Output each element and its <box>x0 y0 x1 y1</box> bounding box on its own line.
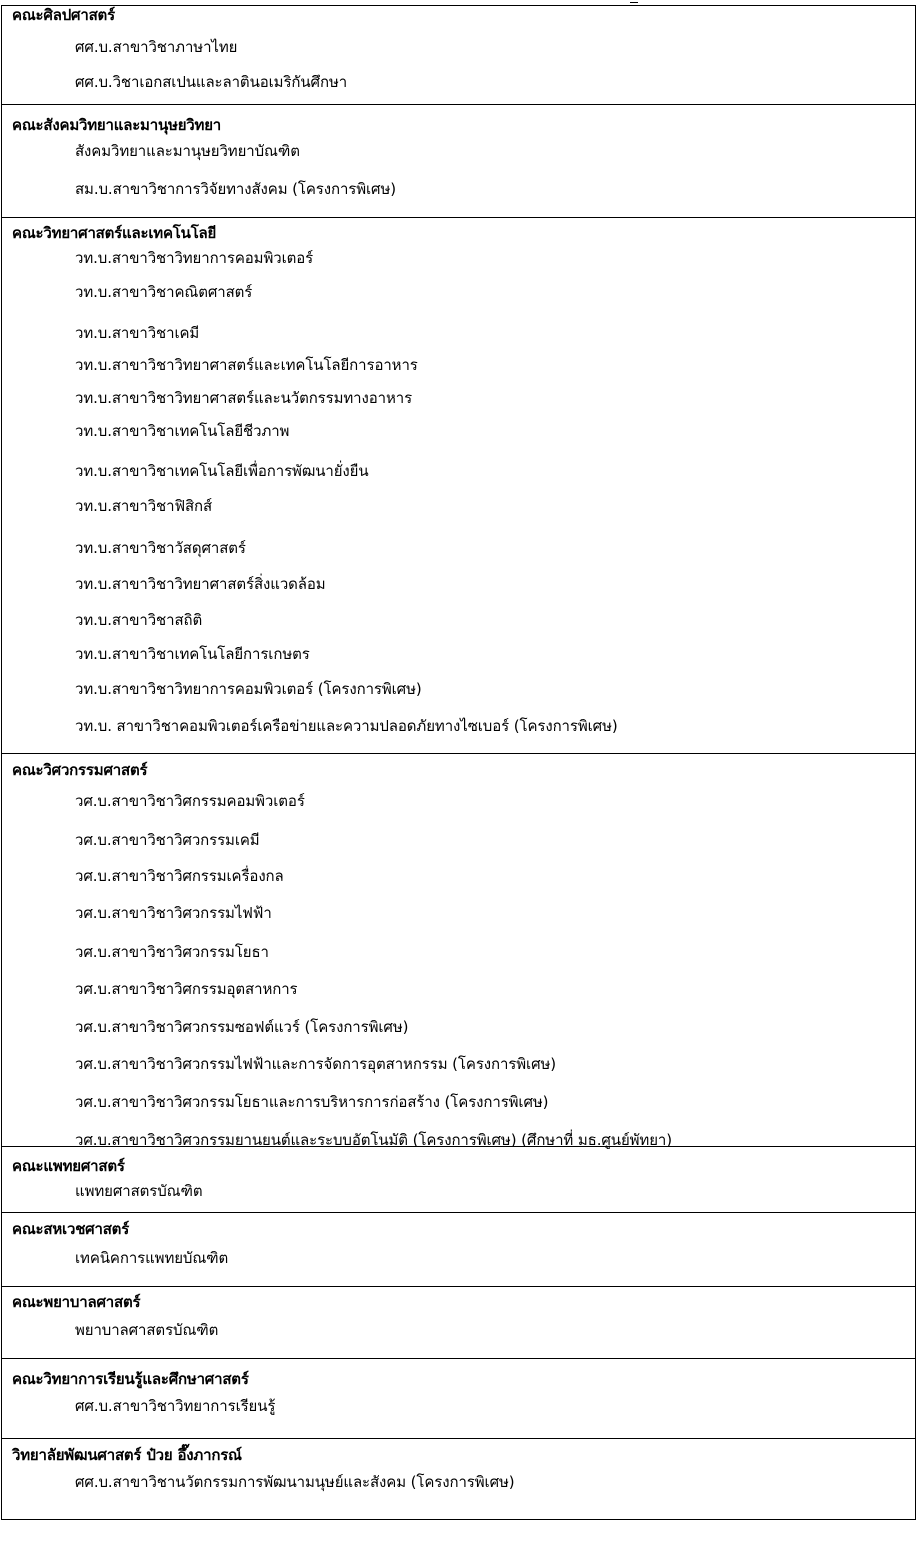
program-item: วศ.บ.สาขาวิชาวิศวกรรมโยธาและการบริหารการก่อสร้าง (โครงการพิเศษ) <box>75 1093 549 1111</box>
faculty-name: คณะวิศวกรรมศาสตร์ <box>12 761 148 779</box>
program-item: พยาบาลศาสตรบัณฑิต <box>75 1321 219 1339</box>
program-item: วท.บ.สาขาวิชาวิทยาการคอมพิวเตอร์ (โครงการพิเศษ) <box>75 680 422 698</box>
program-item: วท.บ.สาขาวิชาวิทยาศาสตร์และเทคโนโลยีการอาหาร <box>75 356 418 374</box>
program-item: เทคนิคการแพทยบัณฑิต <box>75 1249 229 1267</box>
program-item: วท.บ.สาขาวิชาวิทยาศาสตร์และนวัตกรรมทางอาหาร <box>75 389 413 407</box>
program-item: วท.บ.สาขาวิชาคณิตศาสตร์ <box>75 283 253 301</box>
program-item: วศ.บ.สาขาวิชาวิศวกรรมไฟฟ้าและการจัดการอุตสาหกรรม (โครงการพิเศษ) <box>75 1055 557 1073</box>
program-item: วท.บ.สาขาวิชาวิทยาศาสตร์สิ่งแวดล้อม <box>75 575 326 593</box>
program-item: วท.บ.สาขาวิชาวัสดุศาสตร์ <box>75 539 246 557</box>
program-item: วท.บ. สาขาวิชาคอมพิวเตอร์เครือข่ายและความปลอดภัยทางไซเบอร์ (โครงการพิเศษ) <box>75 717 618 735</box>
faculty-name: คณะแพทยศาสตร์ <box>12 1157 125 1175</box>
program-item: แพทยศาสตรบัณฑิต <box>75 1182 203 1200</box>
program-item: วศ.บ.สาขาวิชาวิศวกรรมซอฟต์แวร์ (โครงการพิเศษ) <box>75 1018 409 1036</box>
program-item: วศ.บ.สาขาวิชาวิศกรรมอุตสาหการ <box>75 980 298 998</box>
program-item: วท.บ.สาขาวิชาเคมี <box>75 324 200 342</box>
program-item: วศ.บ.สาขาวิชาวิศวกรรมโยธา <box>75 943 269 961</box>
faculty-block <box>1 1287 916 1359</box>
faculty-block <box>1 1213 916 1287</box>
program-item: วศ.บ.สาขาวิชาวิศวกรรมไฟฟ้า <box>75 904 272 922</box>
faculty-block <box>1 1359 916 1439</box>
faculty-block <box>1 218 916 754</box>
faculty-name: คณะวิทยาการเรียนรู้และศึกษาศาสตร์ <box>12 1370 249 1388</box>
program-item: วศ.บ.สาขาวิชาวิศวกรรมยานยนต์และระบบอัตโนมัติ (โครงการพิเศษ) (ศึกษาที่ มธ.ศูนย์พัทยา) <box>75 1131 672 1149</box>
faculty-block <box>1 1439 916 1520</box>
program-item: วท.บ.สาขาวิชาสถิติ <box>75 611 203 629</box>
faculty-block <box>1 754 916 1147</box>
program-item: สม.บ.สาขาวิชาการวิจัยทางสังคม (โครงการพิเศษ) <box>75 180 397 198</box>
faculty-name: คณะพยาบาลศาสตร์ <box>12 1293 141 1311</box>
program-item: วท.บ.สาขาวิชาวิทยาการคอมพิวเตอร์ <box>75 249 314 267</box>
faculty-block <box>1 5 916 105</box>
faculty-block <box>1 1147 916 1213</box>
program-item: วศ.บ.สาขาวิชาวิศวกรรมเคมี <box>75 831 260 849</box>
program-item: ศศ.บ.สาขาวิชานวัตกรรมการพัฒนามนุษย์และสังคม (โครงการพิเศษ) <box>75 1473 515 1491</box>
faculty-name: คณะวิทยาศาสตร์และเทคโนโลยี <box>12 224 217 242</box>
program-item: วศ.บ.สาขาวิชาวิศกรรมเครื่องกล <box>75 867 284 885</box>
faculty-name: คณะสหเวชศาสตร์ <box>12 1220 130 1238</box>
program-item: วศ.บ.สาขาวิชาวิศกรรมคอมพิวเตอร์ <box>75 792 305 810</box>
top-edge-mark <box>630 0 638 3</box>
faculty-name: คณะศิลปศาสตร์ <box>12 6 115 24</box>
program-item: วท.บ.สาขาวิชาเทคโนโลยีเพื่อการพัฒนายั่งยืน <box>75 462 369 480</box>
faculty-name: วิทยาลัยพัฒนศาสตร์ ป๋วย อึ๊งภากรณ์ <box>12 1446 242 1464</box>
program-item: ศศ.บ.สาขาวิชาวิทยาการเรียนรู้ <box>75 1397 276 1415</box>
faculty-name: คณะสังคมวิทยาและมานุษยวิทยา <box>12 116 222 134</box>
program-item: วท.บ.สาขาวิชาเทคโนโลยีชีวภาพ <box>75 422 290 440</box>
program-item: ศศ.บ.สาขาวิชาภาษาไทย <box>75 38 238 56</box>
faculty-block <box>1 105 916 218</box>
program-item: วท.บ.สาขาวิชาเทคโนโลยีการเกษตร <box>75 645 310 663</box>
program-item: สังคมวิทยาและมานุษยวิทยาบัณฑิต <box>75 142 300 160</box>
program-item: วท.บ.สาขาวิชาฟิสิกส์ <box>75 497 213 515</box>
program-item: ศศ.บ.วิชาเอกสเปนและลาตินอเมริกันศึกษา <box>75 73 348 91</box>
